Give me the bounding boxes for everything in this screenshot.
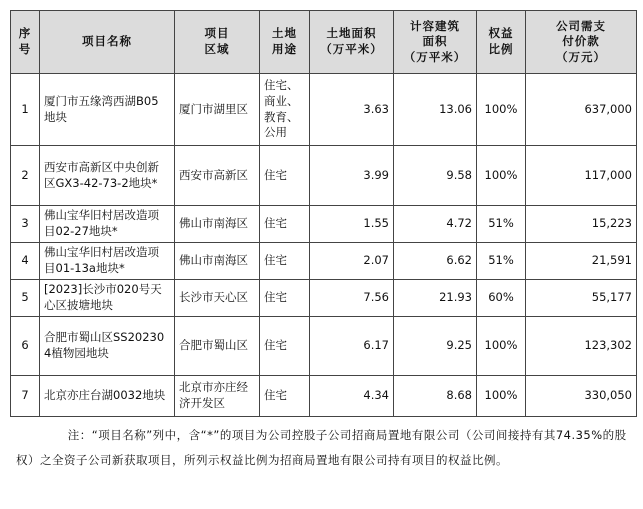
header-equity: 权益 比例 <box>477 11 526 74</box>
table-row <box>11 243 637 280</box>
cell-region: 西安市高新区 <box>175 146 260 206</box>
cell-project-name: 合肥市蜀山区SS202304植物园地块 <box>40 317 175 376</box>
cell-land-area: 4.34 <box>310 376 394 417</box>
cell-price: 117,000 <box>526 146 637 206</box>
table-row <box>11 376 637 417</box>
cell-gfa: 13.06 <box>394 74 477 146</box>
cell-equity: 100% <box>477 74 526 146</box>
cell-no: 2 <box>11 146 40 206</box>
cell-project-name: 厦门市五缘湾西湖B05地块 <box>40 74 175 146</box>
header-no: 序 号 <box>11 11 40 74</box>
cell-region: 佛山市南海区 <box>175 206 260 243</box>
cell-land-use: 住宅 <box>260 206 310 243</box>
cell-region: 佛山市南海区 <box>175 243 260 280</box>
header-gfa: 计容建筑 面积 （万平米） <box>394 11 477 74</box>
cell-price: 637,000 <box>526 74 637 146</box>
cell-gfa: 9.25 <box>394 317 477 376</box>
cell-no: 3 <box>11 206 40 243</box>
cell-project-name: 佛山宝华旧村居改造项目02-27地块* <box>40 206 175 243</box>
cell-land-area: 6.17 <box>310 317 394 376</box>
cell-land-use: 住宅 <box>260 280 310 317</box>
header-project-name: 项目名称 <box>40 11 175 74</box>
cell-price: 21,591 <box>526 243 637 280</box>
header-land-use: 土地 用途 <box>260 11 310 74</box>
cell-equity: 60% <box>477 280 526 317</box>
cell-no: 7 <box>11 376 40 417</box>
cell-equity: 51% <box>477 243 526 280</box>
cell-region: 厦门市湖里区 <box>175 74 260 146</box>
cell-gfa: 8.68 <box>394 376 477 417</box>
cell-land-area: 1.55 <box>310 206 394 243</box>
cell-region: 北京市亦庄经济开发区 <box>175 376 260 417</box>
header-region: 项目 区域 <box>175 11 260 74</box>
table-header-row <box>11 11 637 74</box>
cell-price: 330,050 <box>526 376 637 417</box>
cell-gfa: 21.93 <box>394 280 477 317</box>
cell-equity: 100% <box>477 317 526 376</box>
table-row <box>11 206 637 243</box>
cell-project-name: 北京亦庄台湖0032地块 <box>40 376 175 417</box>
cell-no: 5 <box>11 280 40 317</box>
cell-price: 55,177 <box>526 280 637 317</box>
cell-land-area: 2.07 <box>310 243 394 280</box>
cell-land-use: 住宅 <box>260 243 310 280</box>
cell-price: 15,223 <box>526 206 637 243</box>
cell-gfa: 6.62 <box>394 243 477 280</box>
land-acquisition-table <box>10 10 637 417</box>
cell-region: 合肥市蜀山区 <box>175 317 260 376</box>
cell-no: 4 <box>11 243 40 280</box>
cell-no: 6 <box>11 317 40 376</box>
table-row <box>11 317 637 376</box>
cell-gfa: 9.58 <box>394 146 477 206</box>
cell-project-name: 佛山宝华旧村居改造项目01-13a地块* <box>40 243 175 280</box>
cell-land-use: 住宅 <box>260 146 310 206</box>
cell-land-area: 7.56 <box>310 280 394 317</box>
cell-land-use: 住宅 <box>260 376 310 417</box>
cell-price: 123,302 <box>526 317 637 376</box>
table-row <box>11 74 637 146</box>
cell-project-name: [2023]长沙市020号天心区披塘地块 <box>40 280 175 317</box>
cell-equity: 100% <box>477 146 526 206</box>
cell-land-use: 住宅、商业、教育、公用 <box>260 74 310 146</box>
cell-no: 1 <box>11 74 40 146</box>
cell-land-area: 3.99 <box>310 146 394 206</box>
cell-region: 长沙市天心区 <box>175 280 260 317</box>
cell-land-use: 住宅 <box>260 317 310 376</box>
table-row <box>11 146 637 206</box>
table-row <box>11 280 637 317</box>
header-land-area: 土地面积 （万平米） <box>310 11 394 74</box>
cell-land-area: 3.63 <box>310 74 394 146</box>
footnote: 注：“项目名称”列中，含“*”的项目为公司控股子公司招商局置地有限公司（公司间接持有其74.35%的股权）之全资子公司新获取项目，所列示权益比例为招商局置地有限公司持有项目的权益比例。 <box>16 428 627 467</box>
cell-gfa: 4.72 <box>394 206 477 243</box>
cell-project-name: 西安市高新区中央创新区GX3-42-73-2地块* <box>40 146 175 206</box>
cell-equity: 51% <box>477 206 526 243</box>
header-price: 公司需支 付价款 （万元） <box>526 11 637 74</box>
cell-equity: 100% <box>477 376 526 417</box>
